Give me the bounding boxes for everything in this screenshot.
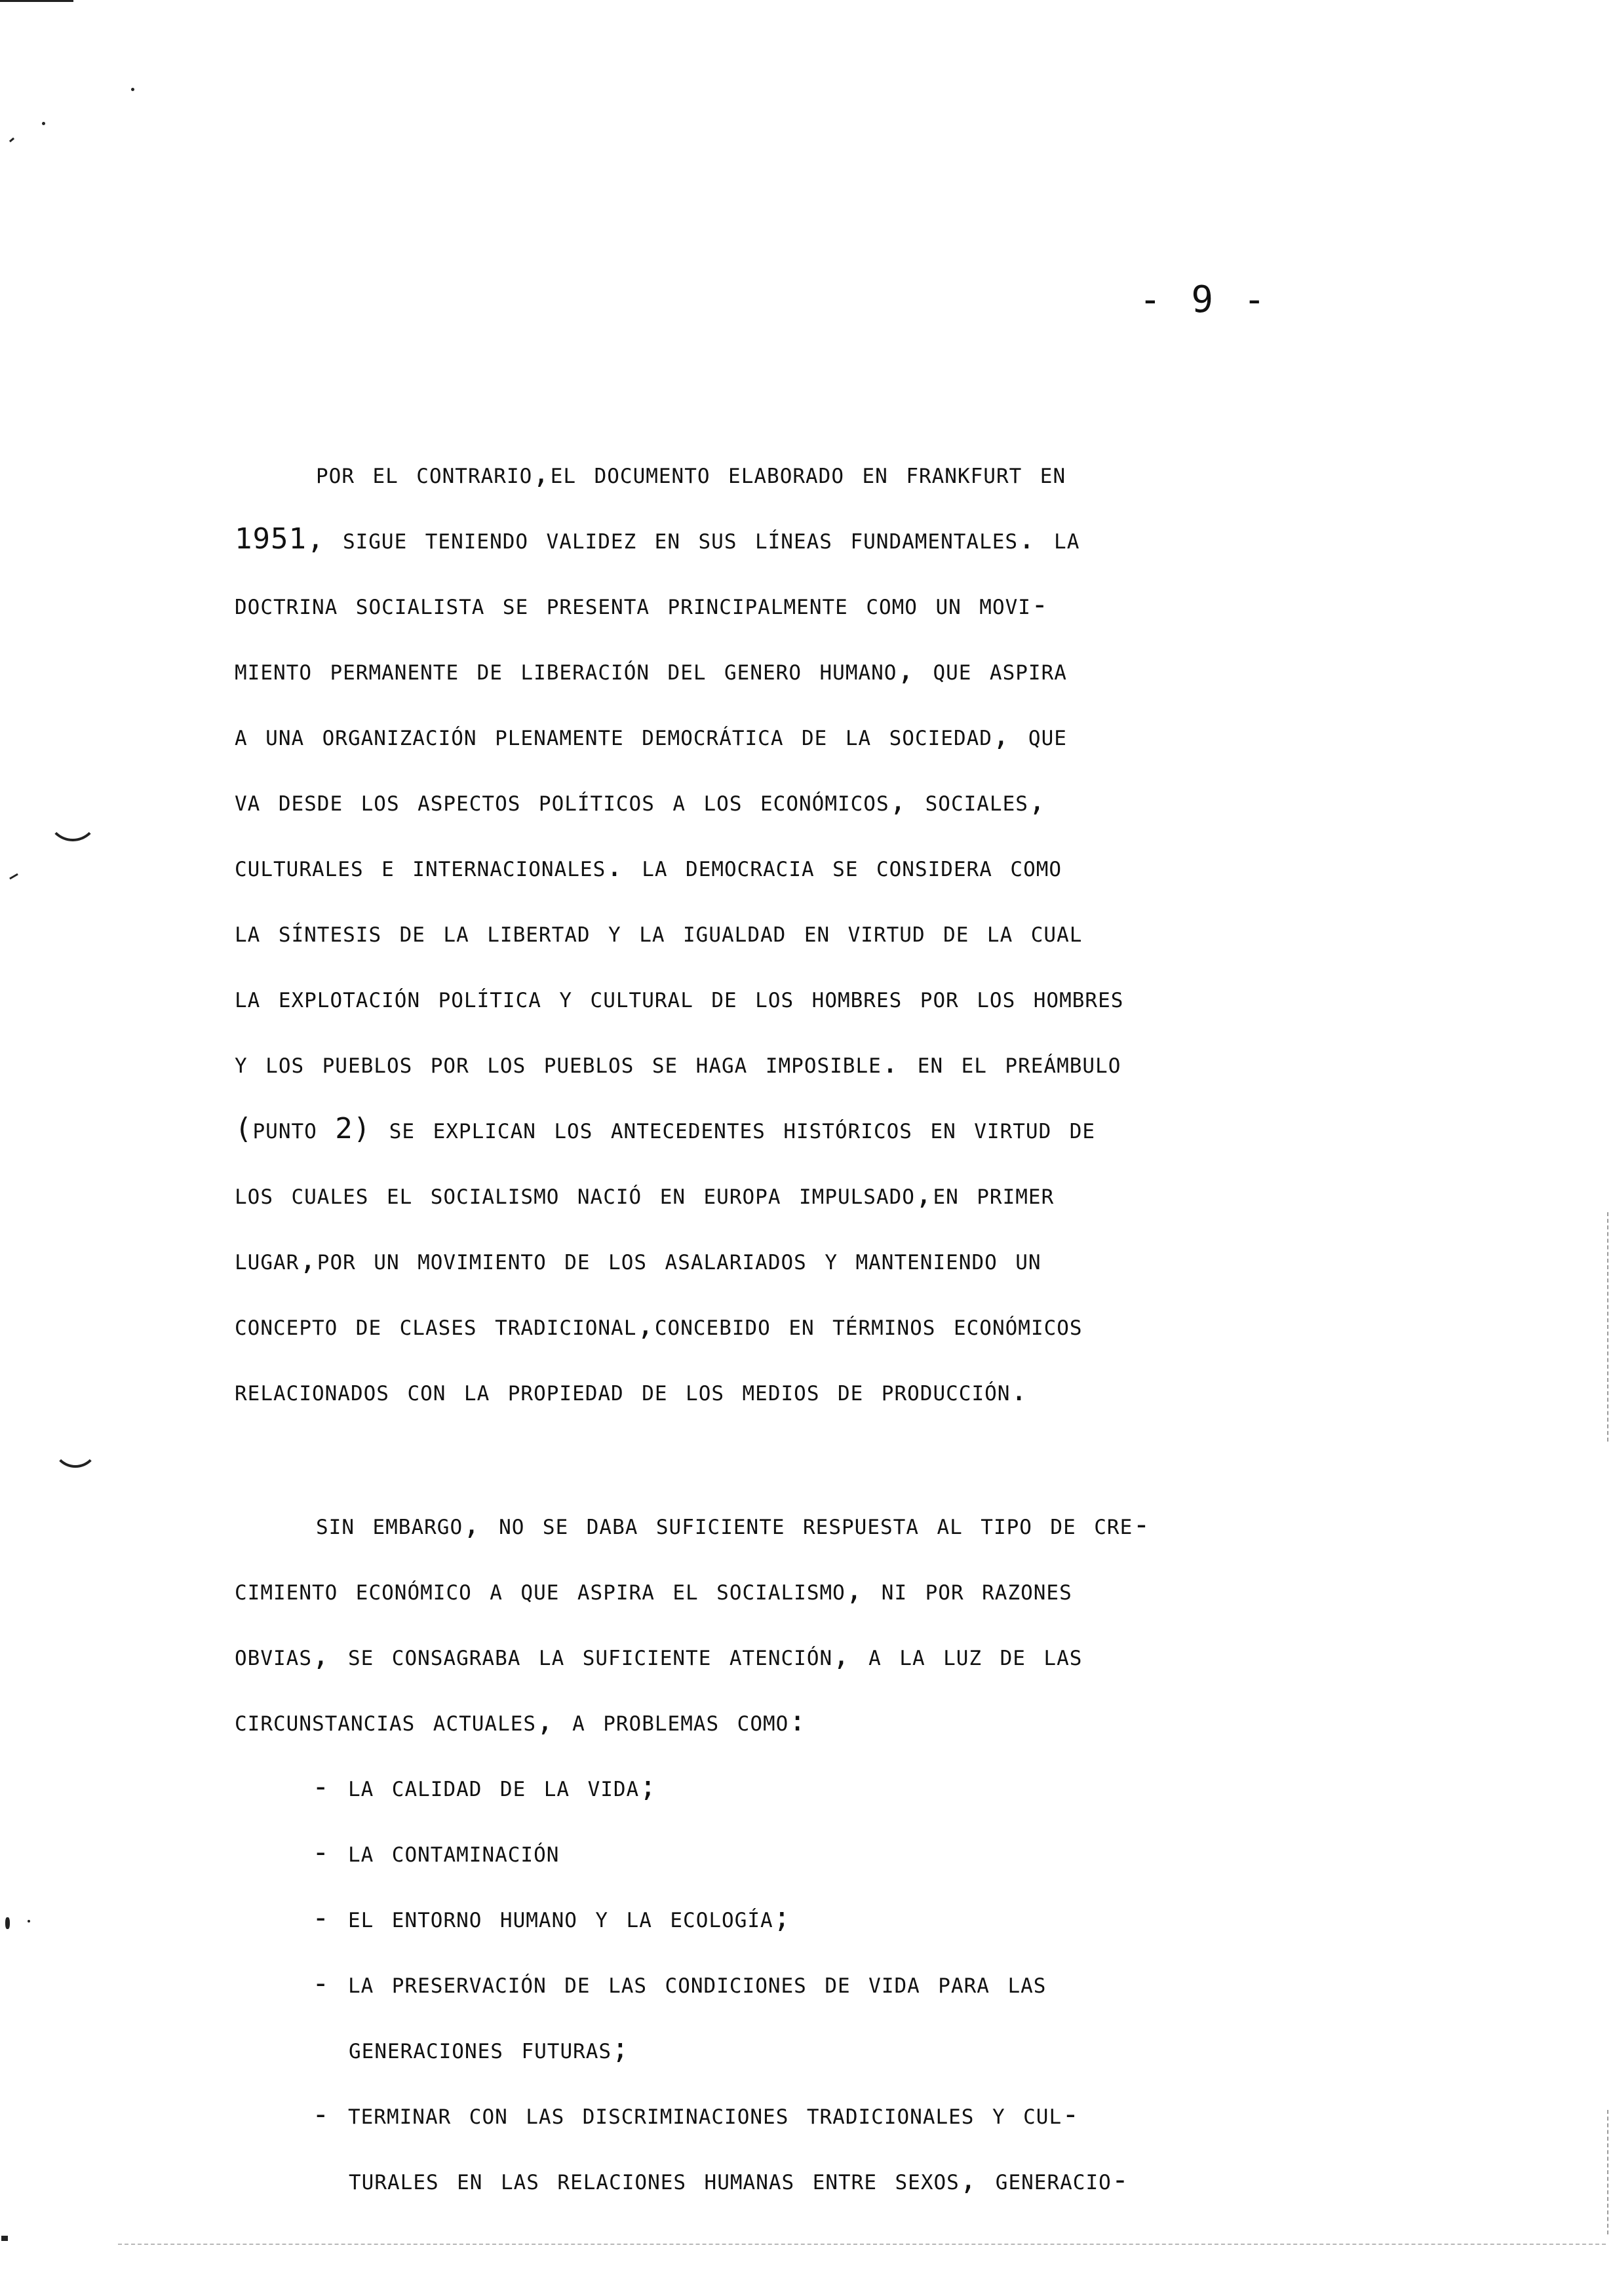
scan-speck [5,1917,10,1929]
text-line: sin embargo, no se daba suficiente respuesta al tipo de cre- [316,1508,1151,1541]
scan-speck [1,2236,8,2241]
text-line: la explotación política y cultural de los hombres por los hombres [235,981,1124,1014]
list-item: - el entorno humano y la ecología; [312,1901,792,1934]
text-line: lugar,por un movimiento de los asalariados y manteniendo un [235,1243,1041,1276]
page-number: - 9 - [1139,278,1270,321]
list-item-continuation: generaciones futuras; [349,2032,630,2065]
scan-right-edge [1607,1212,1608,1442]
list-item: - terminar con las discriminaciones tradicionales y cul- [312,2097,1080,2131]
text-line: (punto 2) se explican los antecedentes históricos en virtud de [235,1112,1096,1145]
text-line: concepto de clases tradicional,concebido en términos económicos [235,1309,1083,1342]
list-item: - la calidad de la vida; [312,1770,657,1803]
text-line: la síntesis de la libertad y la igualdad en virtud de la cual [235,915,1083,949]
scan-speck [42,122,45,125]
text-line: y los pueblos por los pueblos se haga imposible. en el preámbulo [235,1046,1121,1080]
text-line: circunstancias actuales, a problemas como: [235,1704,807,1738]
text-line: cimiento económico a que aspira el socialismo, ni por razones [235,1573,1072,1607]
text-line: obvias, se consagraba la suficiente atención, a la luz de las [235,1639,1083,1672]
list-item: - la contaminación [312,1835,560,1869]
list-item: - la preservación de las condiciones de vida para las [312,1966,1047,2000]
text-line: relacionados con la propiedad de los medios de producción. [235,1374,1028,1407]
scan-speck [131,88,134,91]
text-line: doctrina socialista se presenta principalmente como un movi- [235,588,1049,621]
scan-top-rule [0,0,73,2]
list-item-continuation: turales en las relaciones humanas entre sexos, generacio- [349,2163,1130,2196]
text-line: a una organización plenamente democrática de la sociedad, que [235,719,1067,752]
scan-speck [9,873,18,880]
scan-punch-mark [47,813,98,841]
text-line: miento permanente de liberación del genero humano, que aspira [235,653,1067,687]
text-line: por el contrario,el documento elaborado en frankfurt en [316,457,1066,490]
text-line: 1951, sigue teniendo validez en sus líneas fundamentales. la [235,522,1080,556]
scan-right-edge [1607,2110,1608,2234]
scan-speck [9,138,14,142]
text-line: va desde los aspectos políticos a los económicos, sociales, [235,784,1047,818]
scan-bottom-edge [118,2244,1606,2245]
text-line: culturales e internacionales. la democracia se considera como [235,850,1062,883]
scan-punch-mark [52,1442,98,1468]
scan-speck [28,1920,30,1923]
text-line: los cuales el socialismo nació en europa impulsado,en primer [235,1177,1055,1211]
